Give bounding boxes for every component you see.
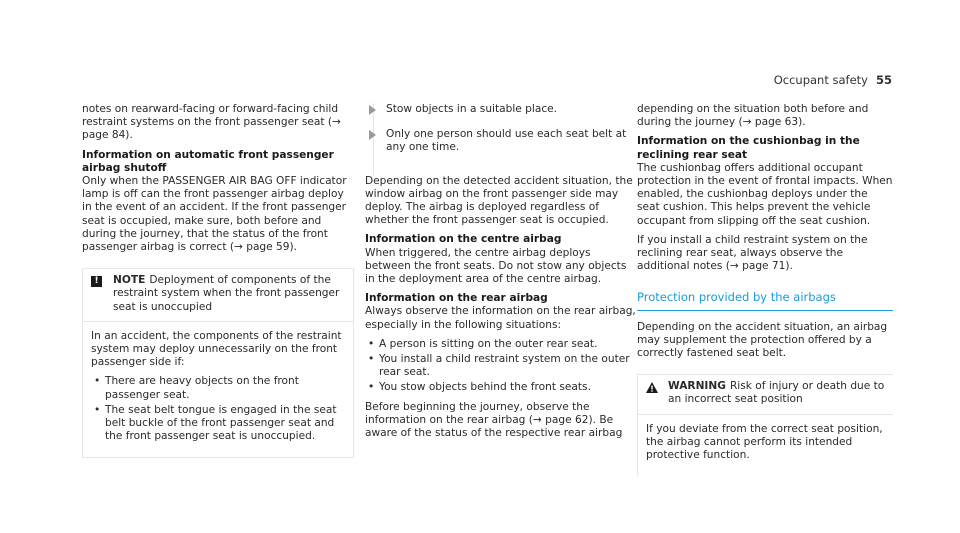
steps-list [373, 103, 637, 175]
warning-box [637, 374, 893, 476]
list-item: • There are heavy objects on the front passenger seat. [91, 375, 345, 401]
warning-icon [646, 382, 658, 393]
note-label: NOTE [113, 274, 146, 287]
note-list [91, 375, 345, 443]
section-name: Occupant safety [773, 73, 868, 87]
step-text: Stow objects in a suitable place. [386, 103, 558, 115]
column-right [637, 103, 893, 476]
child-restraint-paragraph: If you install a child restraint system on the reclining rear seat, always observe the additional notes (→ page 71). [637, 233, 868, 273]
list-item: • You install a child restraint system on the outer rear seat. [365, 353, 637, 379]
protection-paragraph: Depending on the accident situation, an airbag may supplement the protection offered by a correctly fastened seat belt. [637, 320, 888, 360]
warning-label: WARNING [668, 380, 726, 393]
list-item: • You stow objects behind the front seats. [365, 381, 637, 394]
column-middle [365, 103, 637, 446]
column-left [82, 103, 354, 458]
intro-paragraph: notes on rearward-facing or forward-facing child restraint systems on the front passenger seat (→ page 84). [82, 103, 341, 142]
rear-airbag-list [365, 338, 637, 395]
note-icon: ! [91, 276, 102, 287]
heading-rear-airbag: Information on the rear airbag [365, 292, 548, 305]
step-arrow-icon [369, 130, 376, 140]
window-airbag-paragraph: Depending on the detected accident situation, the window airbag on the front passenger side may deploy. The airbag is deployed regardless of whether the front passenger seat is occupied. [365, 174, 633, 227]
warning-title: Risk of injury or death due to an incorrect seat position [668, 380, 885, 406]
shutoff-paragraph: Only when the PASSENGER AIR BAG OFF indicator lamp is off can the front passenger airbag deploy in the event of an accident. If the front passenger seat is occupied, make sure, both before and during the journey, that the status of the front passenger airbag is correct (→ page 59). [82, 175, 347, 254]
step-item [366, 128, 637, 154]
list-item: • A person is sitting on the outer rear seat. [365, 338, 637, 351]
centre-airbag-paragraph: When triggered, the centre airbag deploys between the front seats. Do not stow any objects in the deployment area of the centre airbag. [365, 246, 627, 286]
step-text: Only one person should use each seat belt at any one time. [386, 128, 627, 154]
section-title-airbag-protection: Protection provided by the airbags [637, 291, 893, 310]
heading-airbag-shutoff: Information on automatic front passenger airbag shutoff [82, 148, 334, 174]
list-item: • The seat belt tongue is engaged in the seat belt buckle of the front passenger seat and the front passenger seat is unoccupied. [91, 404, 345, 444]
note-body: In an accident, the components of the restraint system may deploy unnecessarily on the front passenger side if: [91, 329, 342, 369]
note-title: Deployment of components of the restraint system when the front passenger seat is unoccupied [113, 274, 340, 313]
step-item [366, 103, 637, 116]
note-box [82, 268, 354, 458]
rear-airbag-paragraph: Always observe the information on the rear airbag, especially in the following situations: [365, 305, 636, 331]
warning-body: If you deviate from the correct seat position, the airbag cannot perform its intended protective function. [646, 422, 883, 462]
heading-cushionbag: Information on the cushionbag in the reclining rear seat [637, 135, 860, 161]
cushionbag-paragraph: The cushionbag offers additional occupant protection in the event of frontal impacts. When enabled, the cushionbag deploys under the seat cushion. This helps prevent the vehicle occupant from slipping off the seat cushion. [637, 161, 893, 227]
page-header [774, 74, 892, 87]
step-arrow-icon [369, 105, 376, 115]
heading-centre-airbag: Information on the centre airbag [365, 233, 562, 246]
page-number: 55 [875, 73, 892, 87]
rear-airbag-status-paragraph: Before beginning the journey, observe the information on the rear airbag (→ page 62). Be aware of the status of the respective rear airbag [365, 400, 623, 440]
continued-paragraph: depending on the situation both before and during the journey (→ page 63). [637, 103, 869, 129]
